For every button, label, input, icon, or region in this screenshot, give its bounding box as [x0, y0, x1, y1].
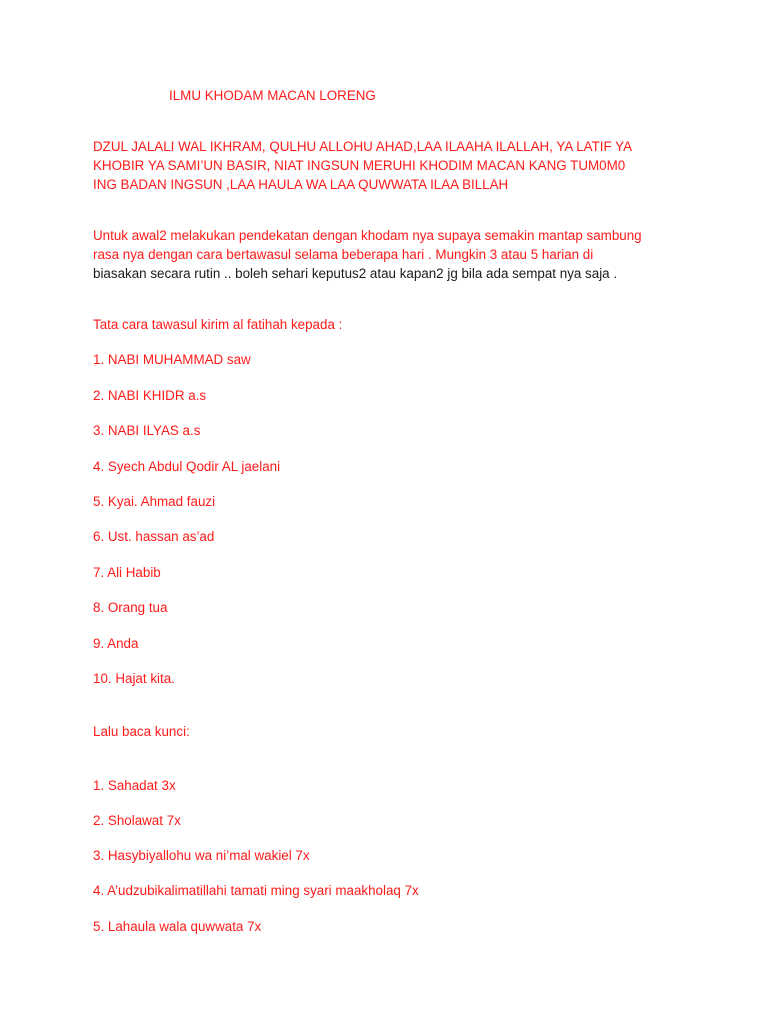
tawasul-item: 9. Anda: [93, 636, 139, 651]
intro-line-3: biasakan secara rutin .. boleh sehari keputus2 atau kapan2 jg bila ada sempat nya saja .: [93, 266, 618, 281]
kunci-item: 2. Sholawat 7x: [93, 813, 181, 828]
tawasul-item: 7. Ali Habib: [93, 565, 161, 580]
doa-line-2: KHOBIR YA SAMI’UN BASIR, NIAT INGSUN MERUHI KHODIM MACAN KANG TUM0M0: [93, 158, 626, 173]
doa-line-1: DZUL JALALI WAL IKHRAM, QULHU ALLOHU AHAD,LAA ILAAHA ILALLAH, YA LATIF YA: [93, 139, 633, 154]
tawasul-item: 4. Syech Abdul Qodir AL jaelani: [93, 459, 281, 474]
kunci-item: 1. Sahadat 3x: [93, 778, 176, 793]
tawasul-item: 1. NABI MUHAMMAD saw: [93, 352, 251, 367]
tawasul-heading: Tata cara tawasul kirim al fatihah kepada :: [93, 317, 343, 332]
tawasul-item: 6. Ust. hassan as’ad: [93, 529, 215, 544]
tawasul-item: 3. NABI ILYAS a.s: [93, 423, 201, 438]
tawasul-item: 2. NABI KHIDR a.s: [93, 388, 207, 403]
kunci-heading: Lalu baca kunci:: [93, 724, 190, 739]
kunci-item: 5. Lahaula wala quwwata 7x: [93, 919, 262, 934]
document-title: ILMU KHODAM MACAN LORENG: [169, 88, 376, 103]
kunci-item: 3. Hasybiyallohu wa ni’mal wakiel 7x: [93, 848, 310, 863]
intro-line-1: Untuk awal2 melakukan pendekatan dengan khodam nya supaya semakin mantap sambung: [93, 228, 642, 243]
tawasul-item: 5. Kyai. Ahmad fauzi: [93, 494, 216, 509]
kunci-item: 4. A’udzubikalimatillahi tamati ming syari maakholaq 7x: [93, 883, 419, 898]
doa-line-3: ING BADAN INGSUN ,LAA HAULA WA LAA QUWWATA ILAA BILLAH: [93, 177, 509, 192]
intro-line-2: rasa nya dengan cara bertawasul selama beberapa hari . Mungkin 3 atau 5 harian di: [93, 247, 594, 262]
tawasul-item: 8. Orang tua: [93, 600, 168, 615]
tawasul-item: 10. Hajat kita.: [93, 671, 175, 686]
